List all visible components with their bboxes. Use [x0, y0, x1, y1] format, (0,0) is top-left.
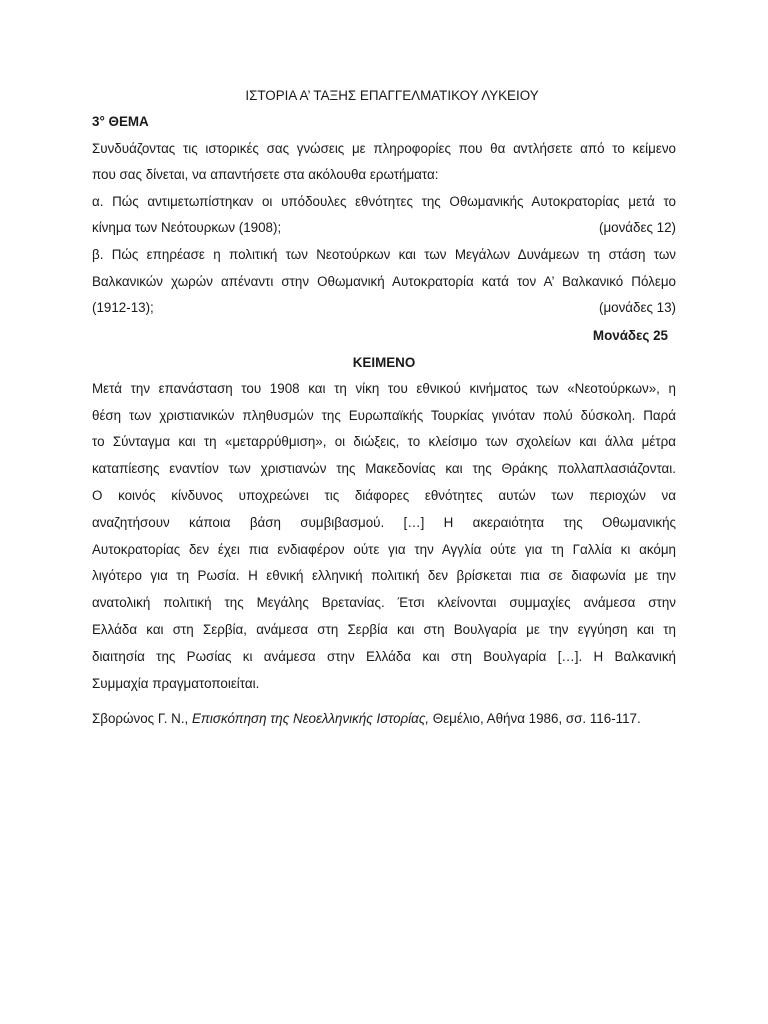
passage-line: ανατολική πολιτική της Μεγάλης Βρετανίας. Έτσι κλείνονται συμμαχίες ανάμεσα στην: [92, 595, 676, 611]
source-publisher: Θεμέλιο, Αθήνα 1986, σσ. 116-117.: [429, 711, 641, 727]
passage-line: Ο κοινός κίνδυνος υποχρεώνει τις διάφορες εθνότητες αυτών των περιοχών να: [92, 487, 676, 503]
question-b-marks: (μονάδες 13): [598, 300, 676, 316]
question-a: [92, 189, 676, 242]
question-a-line-1: α. Πώς αντιμετωπίστηκαν οι υπόδουλες εθνότητες της Οθωμανικής Αυτοκρατορίας μετά το: [92, 193, 676, 209]
total-marks: Μονάδες 25: [592, 327, 668, 343]
passage-line: αναζητήσουν κάποια βάση συμβιβασμού. […] Η ακεραιότητα της Οθωμανικής: [92, 514, 676, 530]
question-b-line-3: (1912-13);: [92, 300, 154, 316]
exam-title: ΙΣΤΟΡΙΑ Α’ ΤΑΞΗΣ ΕΠΑΓΓΕΛΜΑΤΙΚΟΥ ΛΥΚΕΙΟΥ: [245, 88, 539, 103]
passage-line: Συμμαχία πραγματοποιείται.: [92, 675, 260, 691]
question-a-row-2: [92, 215, 676, 242]
passage-line: θέση των χριστιανικών πληθυσμών της Ευρωπαϊκής Τουρκίας γινόταν πολύ δύσκολη. Παρά: [92, 407, 676, 423]
section-heading: 3° ΘΕΜΑ: [92, 114, 149, 129]
instructions-line-2: που σας δίνεται, να απαντήσετε στα ακόλουθα ερωτήματα:: [92, 167, 439, 183]
passage: [92, 376, 676, 698]
passage-line: Μετά την επανάσταση του 1908 και τη νίκη του εθνικού κινήματος των «Νεοτούρκων», η: [92, 380, 676, 396]
source-citation: [92, 709, 676, 729]
source-book: Επισκόπηση της Νεοελληνικής Ιστορίας,: [192, 711, 430, 727]
passage-line: Αυτοκρατορίας δεν έχει πια ενδιαφέρον ούτε για την Αγγλία ούτε για τη Γαλλία κι ακόμη: [92, 541, 676, 557]
instructions-line-1: Συνδυάζοντας τις ιστορικές σας γνώσεις με πληροφορίες που θα αντλήσετε από το κείμενο: [92, 140, 676, 156]
passage-line: καταπίεσης εναντίον των χριστιανών της Μακεδονίας και της Θράκης πολλαπλασιάζονται.: [92, 461, 676, 477]
text-heading: ΚΕΙΜΕΝΟ: [352, 354, 416, 370]
question-a-marks: (μονάδες 12): [598, 220, 676, 236]
instructions: [92, 136, 676, 189]
question-a-line-2: κίνημα των Νεότουρκων (1908);: [92, 220, 282, 236]
question-b: [92, 242, 676, 322]
passage-line: το Σύνταγμα και τη «μεταρρύθμιση», οι διώξεις, το κλείσιμο των σχολείων και άλλα μέτρα: [92, 434, 676, 450]
question-b-line-2: Βαλκανικών χωρών απέναντι στην Οθωμανική Αυτοκρατορία κατά τον Α’ Βαλκανικό Πόλεμο: [92, 273, 676, 289]
passage-line: Ελλάδα και στη Σερβία, ανάμεσα στη Σερβία και στη Βουλγαρία με την εγγύηση και τη: [92, 621, 676, 637]
question-b-row-3: [92, 295, 676, 322]
source-author: Σβορώνος Γ. Ν.,: [92, 711, 192, 727]
question-b-line-1: β. Πώς επηρέασε η πολιτική των Νεοτούρκων και των Μεγάλων Δυνάμεων τη στάση των: [92, 246, 676, 262]
passage-line: λιγότερο για τη Ρωσία. Η εθνική ελληνική πολιτική δεν βρίσκεται πια σε διαφωνία με την: [92, 568, 676, 584]
passage-line: διαιτησία της Ρωσίας κι ανάμεσα στην Ελλάδα και στη Βουλγαρία […]. Η Βαλκανική: [92, 648, 676, 664]
